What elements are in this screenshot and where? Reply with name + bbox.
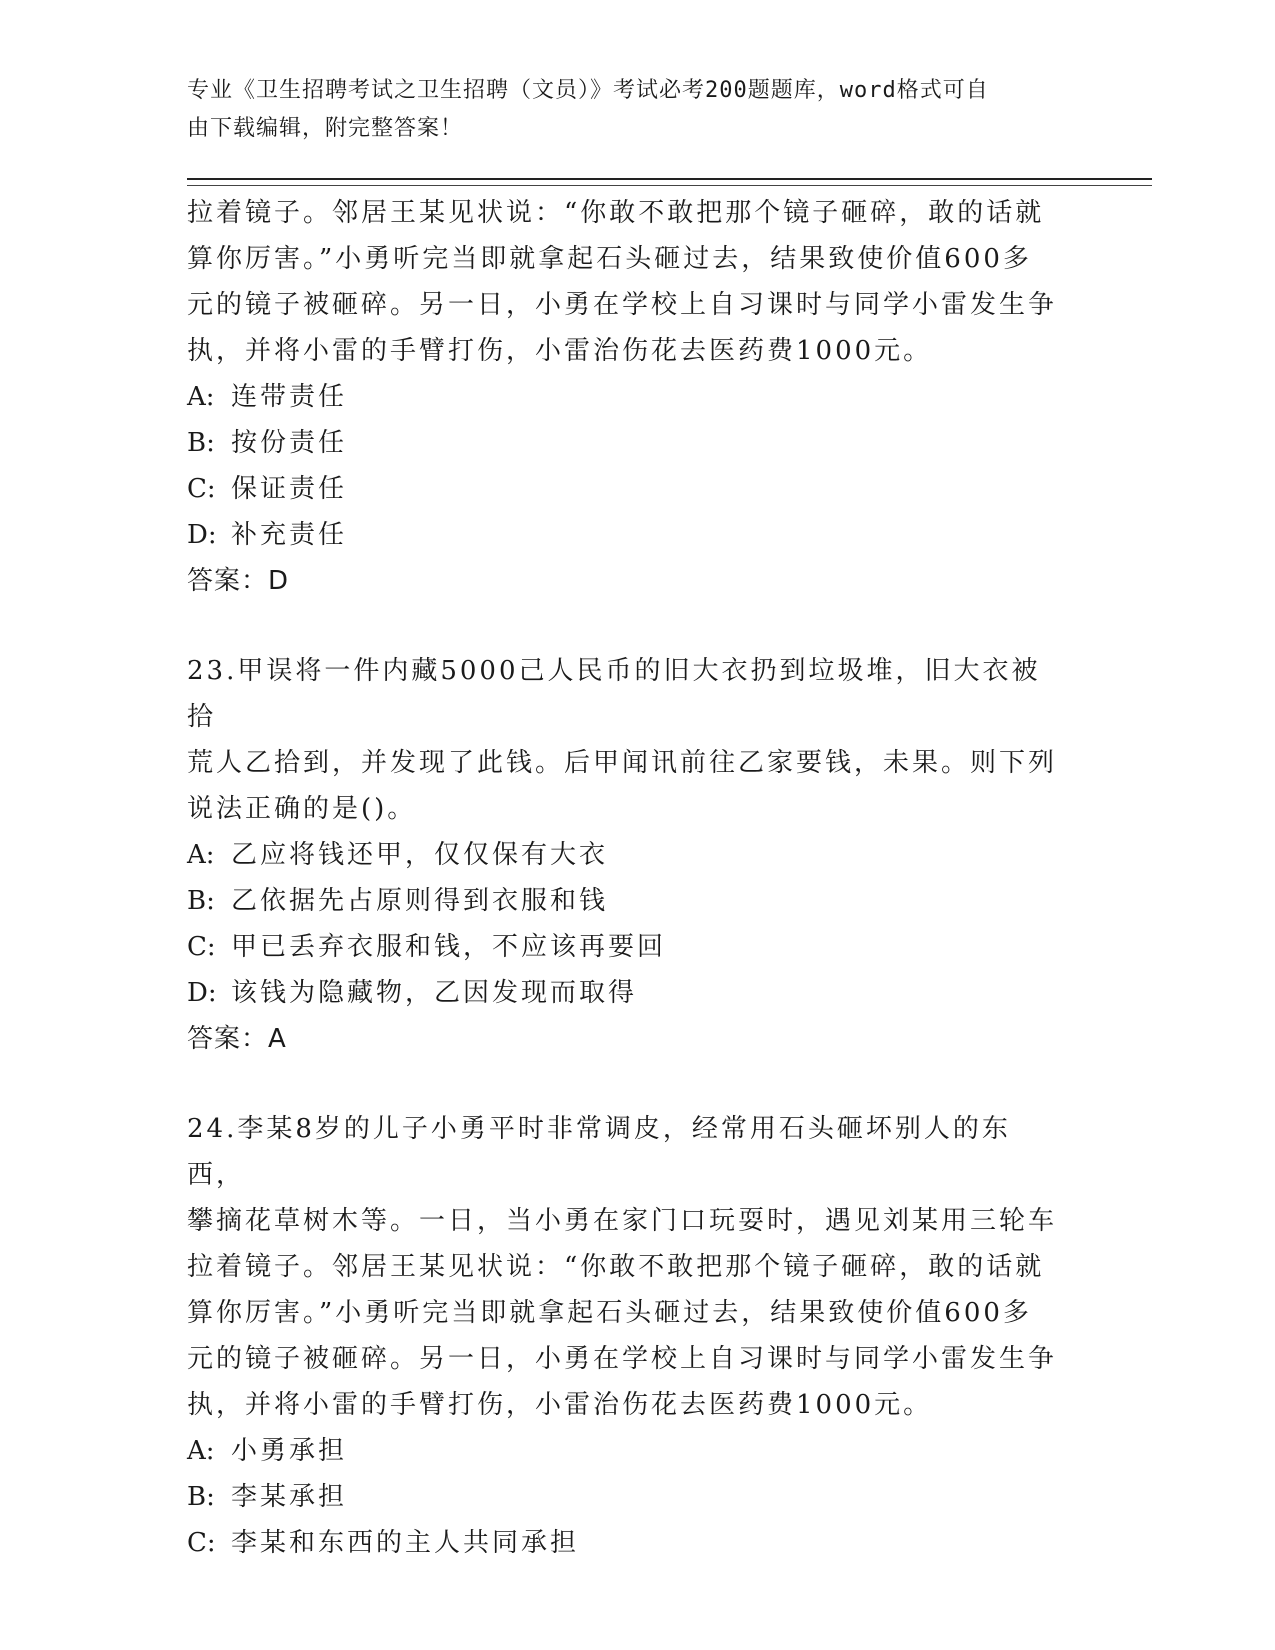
question-stem-line: 执，并将小雷的手臂打伤，小雷治伤花去医药费1000元。 bbox=[187, 336, 933, 366]
header-line-2: 由下载编辑，附完整答案！ bbox=[187, 116, 464, 141]
option-key: A: bbox=[187, 382, 215, 412]
document-body bbox=[187, 190, 1067, 1566]
option-key: A: bbox=[187, 840, 215, 870]
question-stem-line: 元的镜子被砸碎。另一日，小勇在学校上自习课时与同学小雷发生争 bbox=[187, 290, 1058, 320]
question-stem-line: 拉着镜子。邻居王某见状说：“你敢不敢把那个镜子砸碎，敢的话就 bbox=[187, 198, 1045, 228]
question-spacer bbox=[187, 1062, 1067, 1106]
option-key: D: bbox=[187, 520, 217, 550]
question-stem-line: 24.李某8岁的儿子小勇平时非常调皮，经常用石头砸坏别人的东西， bbox=[187, 1114, 1011, 1190]
option-text: 乙依据先占原则得到衣服和钱 bbox=[231, 886, 609, 916]
option-text: 李某承担 bbox=[231, 1482, 348, 1512]
option-text: 李某和东西的主人共同承担 bbox=[231, 1528, 580, 1558]
header-divider-thick bbox=[187, 178, 1152, 180]
option-key: C: bbox=[187, 932, 216, 962]
option-b bbox=[187, 1474, 1067, 1520]
question-stem-line: 23.甲误将一件内藏5000己人民币的旧大衣扔到垃圾堆，旧大衣被拾 bbox=[187, 656, 1041, 732]
option-text: 该钱为隐藏物，乙因发现而取得 bbox=[231, 978, 638, 1008]
option-text: 乙应将钱还甲，仅仅保有大衣 bbox=[231, 840, 609, 870]
question-stem-line: 荒人乙拾到，并发现了此钱。后甲闻讯前往乙家要钱，未果。则下列 bbox=[187, 748, 1058, 778]
header-line-1: 专业《卫生招聘考试之卫生招聘（文员）》考试必考200题题库，word格式可自 bbox=[187, 78, 989, 103]
option-a bbox=[187, 1428, 1067, 1474]
option-key: C: bbox=[187, 1528, 216, 1558]
option-b bbox=[187, 420, 1067, 466]
question-stem-line: 执，并将小雷的手臂打伤，小雷治伤花去医药费1000元。 bbox=[187, 1390, 933, 1420]
option-text: 补充责任 bbox=[231, 520, 348, 550]
answer-line: 答案：A bbox=[187, 1024, 287, 1054]
question-23 bbox=[187, 648, 1067, 1062]
option-b bbox=[187, 878, 1067, 924]
document-header bbox=[187, 72, 1067, 148]
question-stem-line: 拉着镜子。邻居王某见状说：“你敢不敢把那个镜子砸碎，敢的话就 bbox=[187, 1252, 1045, 1282]
question-stem-line: 算你厉害。”小勇听完当即就拿起石头砸过去，结果致使价值600多 bbox=[187, 1298, 1032, 1328]
option-text: 保证责任 bbox=[231, 474, 348, 504]
question-stem-line: 攀摘花草树木等。一日，当小勇在家门口玩耍时，遇见刘某用三轮车 bbox=[187, 1206, 1058, 1236]
option-text: 按份责任 bbox=[231, 428, 348, 458]
option-c bbox=[187, 466, 1067, 512]
option-key: C: bbox=[187, 474, 216, 504]
option-a bbox=[187, 832, 1067, 878]
option-text: 小勇承担 bbox=[231, 1436, 348, 1466]
question-stem-line: 元的镜子被砸碎。另一日，小勇在学校上自习课时与同学小雷发生争 bbox=[187, 1344, 1058, 1374]
option-key: A: bbox=[187, 1436, 215, 1466]
option-text: 连带责任 bbox=[231, 382, 348, 412]
option-c bbox=[187, 1520, 1067, 1566]
option-key: B: bbox=[187, 1482, 215, 1512]
question-24 bbox=[187, 1106, 1067, 1566]
header-divider-thin bbox=[187, 185, 1152, 186]
answer-line: 答案：D bbox=[187, 566, 290, 596]
question-spacer bbox=[187, 604, 1067, 648]
option-key: B: bbox=[187, 886, 215, 916]
option-key: D: bbox=[187, 978, 217, 1008]
option-text: 甲已丢弃衣服和钱，不应该再要回 bbox=[231, 932, 667, 962]
option-a bbox=[187, 374, 1067, 420]
option-c bbox=[187, 924, 1067, 970]
option-key: B: bbox=[187, 428, 215, 458]
option-d bbox=[187, 970, 1067, 1016]
question-stem-line: 算你厉害。”小勇听完当即就拿起石头砸过去，结果致使价值600多 bbox=[187, 244, 1032, 274]
question-22 bbox=[187, 190, 1067, 604]
question-stem-line: 说法正确的是()。 bbox=[187, 794, 417, 824]
option-d bbox=[187, 512, 1067, 558]
